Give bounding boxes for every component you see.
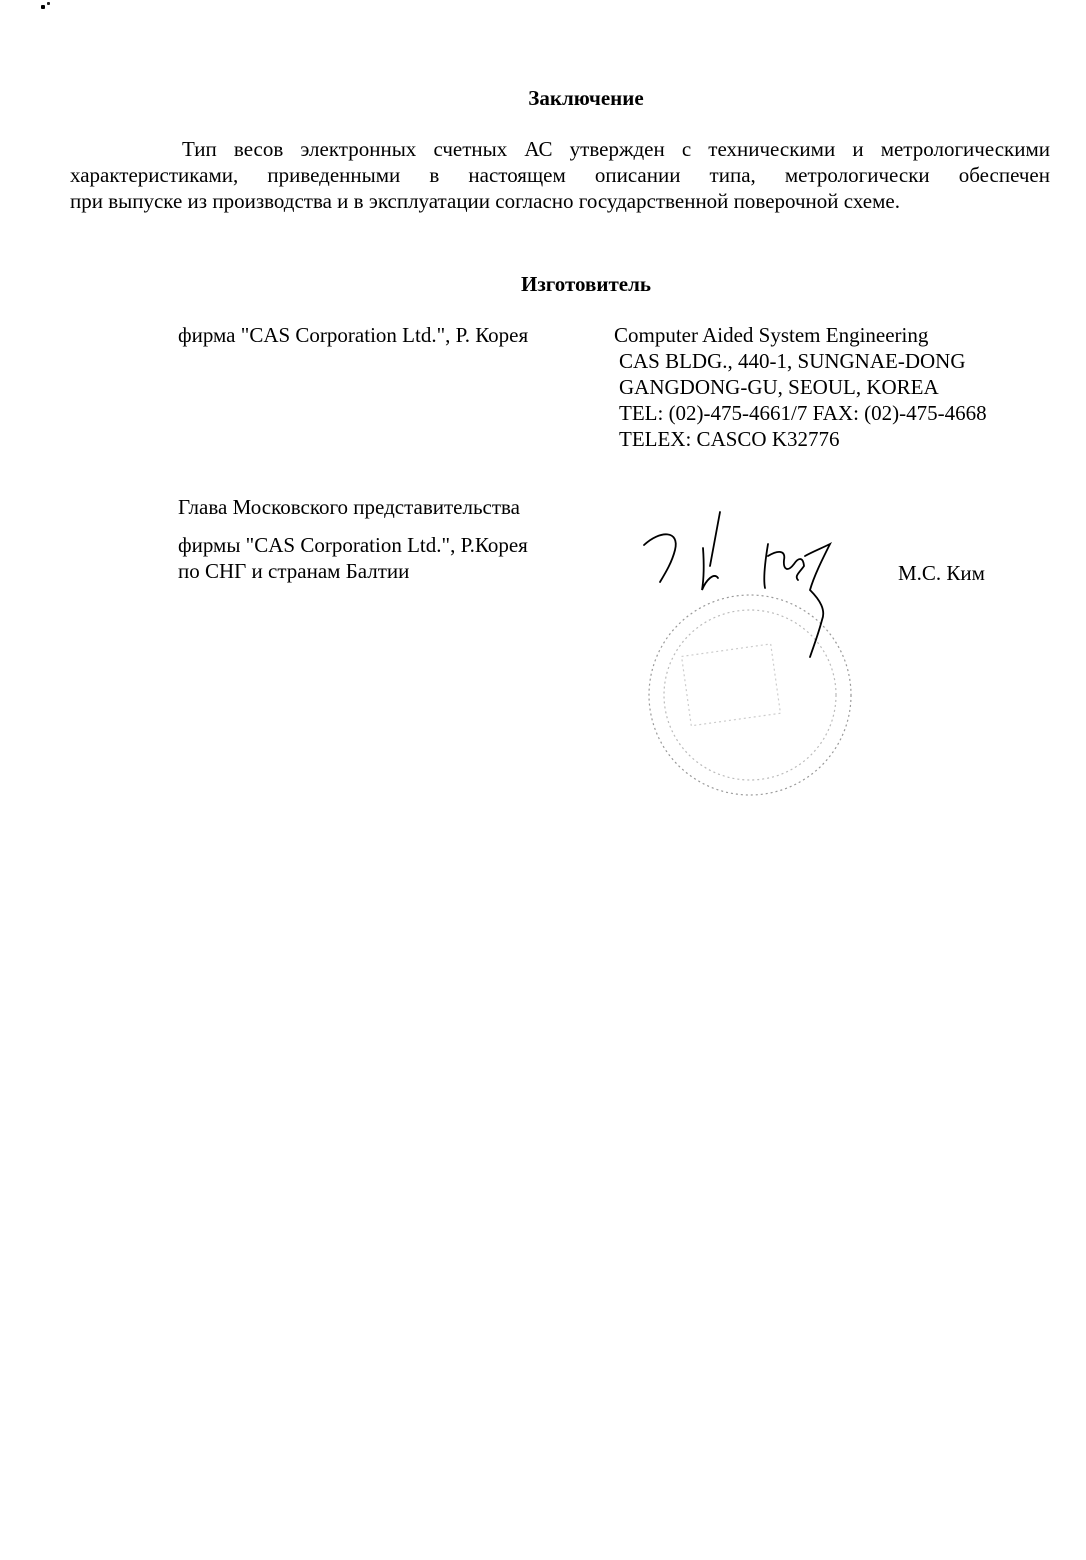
signatory-firm (178, 532, 528, 584)
scan-speck (47, 2, 50, 5)
signatory-title: Глава Московского представительства (178, 495, 520, 519)
paragraph-line: характеристиками, приведенными в настоящем описании типа, метрологически обеспечен (70, 163, 1050, 187)
conclusion-heading: Заключение (528, 86, 644, 110)
address-line: Computer Aided System Engineering (614, 323, 929, 347)
signatory-firm-line: по СНГ и странам Балтии (178, 559, 410, 583)
paragraph-line: Тип весов электронных счетных АС утвержден с техническими и метрологическими (182, 137, 1050, 161)
signatory-name: М.С. Ким (898, 561, 985, 585)
manufacturer-address (614, 322, 987, 452)
manufacturer-name: фирма "CAS Corporation Ltd.", Р. Корея (178, 323, 529, 347)
address-line: CAS BLDG., 440-1, SUNGNAE-DONG (619, 349, 966, 373)
conclusion-paragraph (70, 136, 1050, 214)
manufacturer-heading: Изготовитель (521, 272, 651, 296)
scan-speck (41, 5, 45, 9)
signatory-firm-line: фирмы "CAS Corporation Ltd.", Р.Корея (178, 533, 528, 557)
paragraph-line: при выпуске из производства и в эксплуатации согласно государственной поверочной схеме. (70, 189, 900, 213)
signature-and-stamp-icon (600, 500, 880, 810)
address-line: TELEX: CASCO K32776 (619, 427, 840, 451)
address-line: TEL: (02)-475-4661/7 FAX: (02)-475-4668 (619, 401, 987, 425)
address-line: GANGDONG-GU, SEOUL, KOREA (619, 375, 939, 399)
